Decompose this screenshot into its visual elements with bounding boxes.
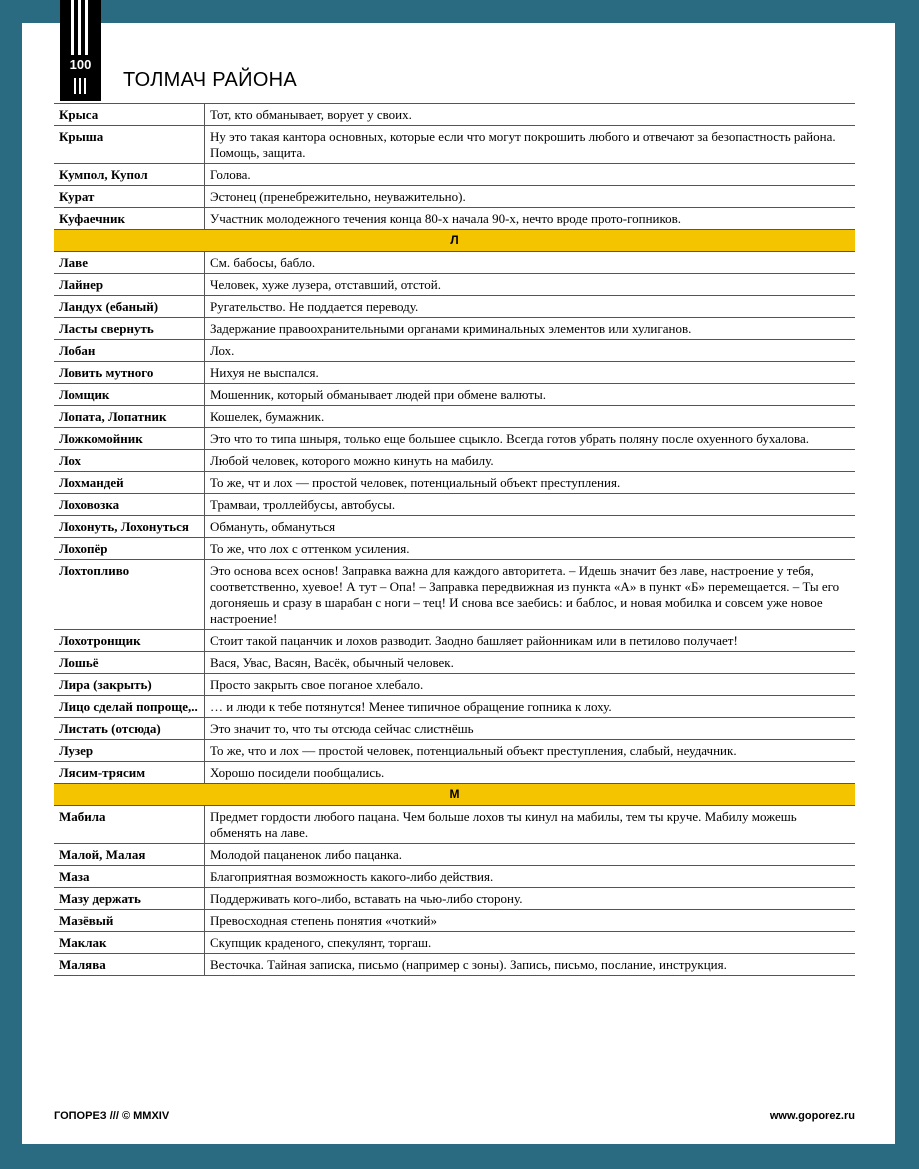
glossary-definition: См. бабосы, бабло.	[205, 252, 856, 274]
glossary-term: Ловить мутного	[54, 362, 205, 384]
glossary-term: Лохопёр	[54, 538, 205, 560]
glossary-row	[54, 384, 855, 406]
glossary-definition: Тот, кто обманывает, ворует у своих.	[205, 104, 856, 126]
glossary-term: Лохмандей	[54, 472, 205, 494]
glossary-term: Листать (отсюда)	[54, 718, 205, 740]
section-letter: Л	[54, 230, 855, 252]
glossary-definition: Ну это такая кантора основных, которые если что могут покрошить любого и отвечают за безопастность района. Помощь, защита.	[205, 126, 856, 164]
glossary-term: Лясим-трясим	[54, 762, 205, 784]
glossary-row	[54, 126, 855, 164]
glossary-row	[54, 318, 855, 340]
glossary-term: Лошьё	[54, 652, 205, 674]
section-letter: М	[54, 784, 855, 806]
glossary-row	[54, 406, 855, 428]
glossary-row	[54, 450, 855, 472]
glossary-row	[54, 274, 855, 296]
glossary-row	[54, 674, 855, 696]
tab-stub	[84, 78, 86, 94]
glossary-term: Курат	[54, 186, 205, 208]
glossary-row	[54, 560, 855, 630]
glossary-term: Мазу держать	[54, 888, 205, 910]
glossary-definition: Участник молодежного течения конца 80-х начала 90-х, нечто вроде прото-гопников.	[205, 208, 856, 230]
glossary-term: Лицо сделай попроще,..	[54, 696, 205, 718]
glossary-term: Лохтопливо	[54, 560, 205, 630]
glossary-definition: … и люди к тебе потянутся! Менее типичное обращение гопника к лоху.	[205, 696, 856, 718]
glossary-definition: Это что то типа шныря, только еще большее сцыкло. Всегда готов убрать поляну после охуенного бухалова.	[205, 428, 856, 450]
glossary-row	[54, 296, 855, 318]
glossary-row	[54, 630, 855, 652]
glossary-row	[54, 472, 855, 494]
glossary-row	[54, 718, 855, 740]
glossary-row	[54, 652, 855, 674]
glossary-definition: Обмануть, обмануться	[205, 516, 856, 538]
glossary-definition: Это значит то, что ты отсюда сейчас слистнёшь	[205, 718, 856, 740]
glossary-term: Лопата, Лопатник	[54, 406, 205, 428]
glossary-row	[54, 208, 855, 230]
tab-stripe	[85, 0, 88, 55]
glossary-term: Лаве	[54, 252, 205, 274]
glossary-term: Кумпол, Купол	[54, 164, 205, 186]
glossary-row	[54, 954, 855, 976]
glossary-row	[54, 340, 855, 362]
glossary-row	[54, 516, 855, 538]
glossary-definition: Эстонец (пренебрежительно, неуважительно).	[205, 186, 856, 208]
glossary-row	[54, 696, 855, 718]
glossary-definition: То же, чт и лох — простой человек, потенциальный объект преступления.	[205, 472, 856, 494]
glossary-definition: Молодой пацаненок либо пацанка.	[205, 844, 856, 866]
glossary-term: Лира (закрыть)	[54, 674, 205, 696]
glossary-row	[54, 362, 855, 384]
tab-stub	[79, 78, 81, 94]
footer-website[interactable]: www.goporez.ru	[769, 1110, 855, 1122]
tab-stub	[74, 78, 76, 94]
glossary-term: Мабила	[54, 806, 205, 844]
glossary-term: Ландух (ебаный)	[54, 296, 205, 318]
glossary-term: Мазёвый	[54, 910, 205, 932]
glossary-row	[54, 252, 855, 274]
glossary-definition: Превосходная степень понятия «чоткий»	[205, 910, 856, 932]
glossary-term: Малява	[54, 954, 205, 976]
glossary-definition: Задержание правоохранительными органами криминальных элементов или хулиганов.	[205, 318, 856, 340]
glossary-term: Ложкомойник	[54, 428, 205, 450]
page	[22, 23, 895, 1144]
footer-publisher: ГОПОРЕЗ /// © MMXIV	[54, 1110, 170, 1122]
glossary-term: Ласты свернуть	[54, 318, 205, 340]
glossary-term: Крыша	[54, 126, 205, 164]
glossary-term: Крыса	[54, 104, 205, 126]
glossary-definition: То же, что лох с оттенком усиления.	[205, 538, 856, 560]
glossary-term: Лохонуть, Лохонуться	[54, 516, 205, 538]
glossary-row	[54, 104, 855, 126]
glossary-row	[54, 740, 855, 762]
tab-stripe	[71, 0, 74, 55]
glossary-row	[54, 762, 855, 784]
glossary-term: Малой, Малая	[54, 844, 205, 866]
glossary-definition: Поддерживать кого-либо, вставать на чью-либо сторону.	[205, 888, 856, 910]
glossary-definition: Лох.	[205, 340, 856, 362]
glossary-term: Лузер	[54, 740, 205, 762]
glossary-row	[54, 164, 855, 186]
glossary-definition: Весточка. Тайная записка, письмо (например с зоны). Запись, письмо, послание, инструкция.	[205, 954, 856, 976]
glossary-term: Лоховозка	[54, 494, 205, 516]
glossary-term: Ломщик	[54, 384, 205, 406]
glossary-definition: Любой человек, которого можно кинуть на мабилу.	[205, 450, 856, 472]
glossary-definition: Предмет гордости любого пацана. Чем больше лохов ты кинул на мабилы, тем ты круче. Мабилу можешь обменять на лаве.	[205, 806, 856, 844]
section-header	[54, 230, 855, 252]
glossary-row	[54, 866, 855, 888]
glossary-definition: Ругательство. Не поддается переводу.	[205, 296, 856, 318]
glossary-term: Маклак	[54, 932, 205, 954]
glossary-definition: Скупщик краденого, спекулянт, торгаш.	[205, 932, 856, 954]
glossary-definition: Благоприятная возможность какого-либо действия.	[205, 866, 856, 888]
glossary-term: Лайнер	[54, 274, 205, 296]
glossary-row	[54, 932, 855, 954]
glossary-table	[54, 103, 855, 976]
glossary-definition: Мошенник, который обманывает людей при обмене валюты.	[205, 384, 856, 406]
glossary-definition: Хорошо посидели пообщались.	[205, 762, 856, 784]
glossary-definition: Человек, хуже лузера, отставший, отстой.	[205, 274, 856, 296]
glossary-definition: Стоит такой пацанчик и лохов разводит. Заодно башляет районникам или в петилово получает!	[205, 630, 856, 652]
glossary-definition: То же, что и лох — простой человек, потенциальный объект преступления, слабый, неудачник.	[205, 740, 856, 762]
glossary-row	[54, 888, 855, 910]
glossary-definition: Вася, Увас, Васян, Васёк, обычный человек.	[205, 652, 856, 674]
glossary-row	[54, 186, 855, 208]
glossary-definition: Голова.	[205, 164, 856, 186]
glossary-definition: Нихуя не выспался.	[205, 362, 856, 384]
page-number-tab	[60, 0, 101, 101]
glossary-term: Лобан	[54, 340, 205, 362]
tab-stripe	[78, 0, 81, 55]
section-header	[54, 784, 855, 806]
glossary-row	[54, 806, 855, 844]
glossary-definition: Кошелек, бумажник.	[205, 406, 856, 428]
glossary-body	[54, 104, 855, 976]
glossary-definition: Это основа всех основ! Заправка важна для каждого авторитета. – Идешь значит без лаве, настроение у тебя, соответственно, хуевое! А тут – Опа! – Заправка передвижная из пункта «А» в пункт «Б» перемещается. – Ты его догоняешь и сразу в шарабан с ноги – тец! И снова все заебись: и баблос, и новая мобилка и совсем уже новое настроение!	[205, 560, 856, 630]
glossary-row	[54, 538, 855, 560]
glossary-term: Лох	[54, 450, 205, 472]
glossary-definition: Трамваи, троллейбусы, автобусы.	[205, 494, 856, 516]
glossary-term: Лохотронщик	[54, 630, 205, 652]
page-number: 100	[69, 57, 92, 72]
glossary-row	[54, 428, 855, 450]
glossary-term: Куфаечник	[54, 208, 205, 230]
glossary-term: Маза	[54, 866, 205, 888]
glossary-row	[54, 494, 855, 516]
glossary-definition: Просто закрыть свое поганое хлебало.	[205, 674, 856, 696]
glossary-row	[54, 910, 855, 932]
page-title: ТОЛМАЧ РАЙОНА	[123, 69, 298, 91]
glossary-row	[54, 844, 855, 866]
